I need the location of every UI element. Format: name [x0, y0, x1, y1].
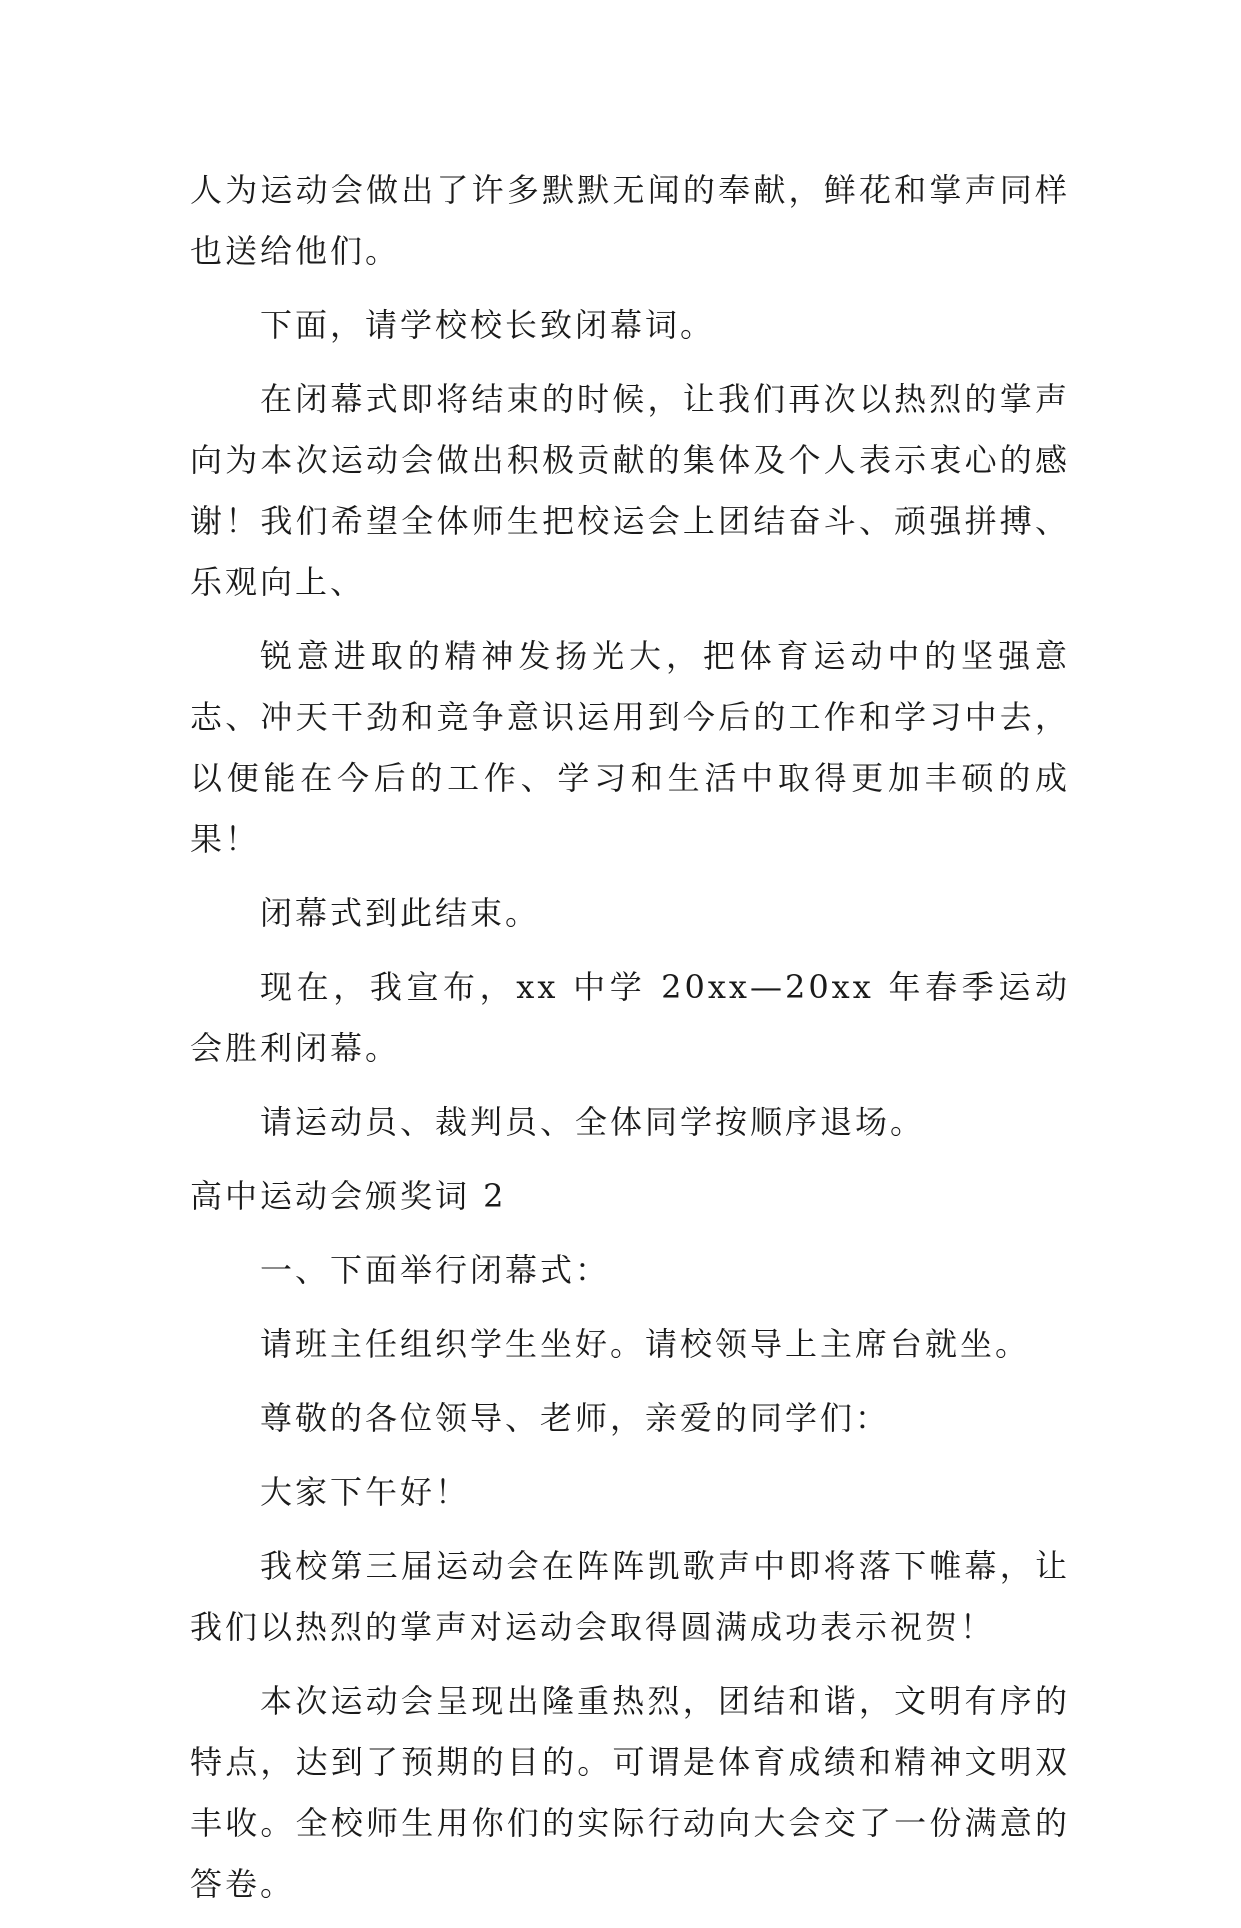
paragraph-6: 现在，我宣布，xx 中学 20xx—20xx 年春季运动会胜利闭幕。: [190, 968, 1070, 1067]
paragraph-2: 下面，请学校校长致闭幕词。: [260, 306, 716, 344]
paragraph-14: 本次运动会呈现出隆重热烈，团结和谐，文明有序的特点，达到了预期的目的。可谓是体育成绩和精神文明双丰收。全校师生用你们的实际行动向大会交了一份满意的答卷。: [190, 1682, 1070, 1903]
paragraph-12: 大家下午好！: [260, 1473, 471, 1511]
paragraph-10: 请班主任组织学生坐好。请校领导上主席台就坐。: [260, 1325, 1031, 1363]
paragraph-3: 在闭幕式即将结束的时候，让我们再次以热烈的掌声向为本次运动会做出积极贡献的集体及个人表示衷心的感谢！我们希望全体师生把校运会上团结奋斗、顽强拼搏、乐观向上、: [190, 380, 1070, 601]
paragraph-11: 尊敬的各位领导、老师，亲爱的同学们：: [260, 1399, 891, 1437]
paragraph-1: 人为运动会做出了许多默默无闻的奉献，鲜花和掌声同样也送给他们。: [190, 171, 1070, 270]
paragraph-4: 锐意进取的精神发扬光大，把体育运动中的坚强意志、冲天干劲和竞争意识运用到今后的工作和学习中去，以便能在今后的工作、学习和生活中取得更加丰硕的成果！: [190, 637, 1070, 858]
paragraph-7: 请运动员、裁判员、全体同学按顺序退场。: [260, 1103, 926, 1141]
paragraph-13: 我校第三届运动会在阵阵凯歌声中即将落下帷幕，让我们以热烈的掌声对运动会取得圆满成功表示祝贺！: [190, 1547, 1070, 1646]
paragraph-5: 闭幕式到此结束。: [260, 894, 541, 932]
document-page: [190, 160, 1070, 1928]
paragraph-9: 一、下面举行闭幕式：: [260, 1251, 611, 1289]
section-heading: 高中运动会颁奖词 2: [190, 1177, 507, 1215]
